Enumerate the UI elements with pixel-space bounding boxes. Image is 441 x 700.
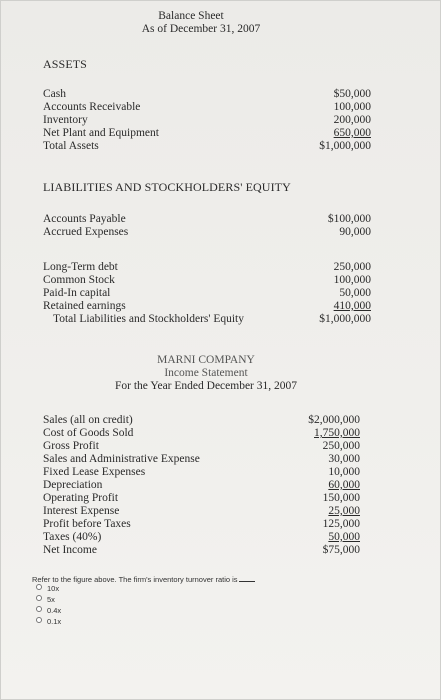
income-label: Gross Profit — [43, 440, 99, 452]
income-value: 250,000 — [322, 440, 360, 452]
net-income-value: $75,000 — [322, 544, 360, 556]
asset-value: $50,000 — [333, 88, 371, 100]
asset-label: Net Plant and Equipment — [43, 127, 159, 139]
income-label: Interest Expense — [43, 505, 120, 517]
equity-label: Paid-In capital — [43, 287, 111, 299]
income-label: Profit before Taxes — [43, 518, 131, 530]
income-value: 10,000 — [328, 466, 360, 478]
total-liabilities-label: Total Liabilities and Stockholders' Equity — [53, 313, 244, 325]
total-assets-value: $1,000,000 — [319, 140, 371, 152]
equity-label: Retained earnings — [43, 300, 126, 312]
income-value: 60,000 — [328, 479, 360, 491]
option-label: 5x — [47, 595, 55, 604]
equity-value: 50,000 — [339, 287, 371, 299]
option-label: 0.4x — [47, 606, 62, 615]
asset-label: Cash — [43, 88, 66, 100]
income-label: Cost of Goods Sold — [43, 427, 134, 439]
asset-label: Accounts Receivable — [43, 101, 141, 113]
option-label: 10x — [47, 584, 60, 593]
income-value: $2,000,000 — [308, 414, 360, 426]
radio-button[interactable] — [36, 617, 42, 623]
asset-value: 650,000 — [333, 127, 371, 139]
total-liabilities-value: $1,000,000 — [319, 313, 371, 325]
equity-label: Long-Term debt — [43, 261, 118, 273]
liability-label: Accrued Expenses — [43, 226, 129, 238]
company-name: MARNI COMPANY — [157, 354, 255, 366]
equity-value: 100,000 — [333, 274, 371, 286]
balance-sheet-title: Balance Sheet — [158, 10, 224, 22]
question-prompt: Refer to the figure above. The firm's inventory turnover ratio is — [32, 573, 255, 586]
income-statement-period: For the Year Ended December 31, 2007 — [114, 380, 298, 392]
income-label: Sales and Administrative Expense — [43, 453, 200, 465]
equity-value: 410,000 — [333, 300, 371, 312]
radio-button[interactable] — [36, 584, 42, 590]
income-value: 50,000 — [328, 531, 360, 543]
income-label: Depreciation — [43, 479, 103, 491]
income-label: Operating Profit — [43, 492, 119, 504]
asset-value: 100,000 — [333, 101, 371, 113]
liability-value: $100,000 — [327, 213, 371, 225]
income-statement-title: Income Statement — [164, 367, 248, 379]
answer-blank — [239, 575, 255, 582]
total-assets-label: Total Assets — [43, 140, 99, 152]
income-value: 125,000 — [322, 518, 360, 530]
income-value: 1,750,000 — [314, 427, 360, 439]
income-label: Taxes (40%) — [43, 531, 102, 543]
balance-sheet-date: As of December 31, 2007 — [141, 23, 261, 35]
income-value: 25,000 — [328, 505, 360, 517]
option-label: 0.1x — [47, 617, 62, 626]
income-label: Sales (all on credit) — [43, 414, 133, 426]
equity-label: Common Stock — [43, 274, 115, 286]
radio-button[interactable] — [36, 606, 42, 612]
income-label: Fixed Lease Expenses — [43, 466, 146, 478]
equity-value: 250,000 — [333, 261, 371, 273]
liability-label: Accounts Payable — [43, 213, 126, 225]
asset-label: Inventory — [43, 114, 88, 126]
liability-value: 90,000 — [339, 226, 371, 238]
assets-heading: ASSETS — [43, 57, 87, 71]
income-value: 150,000 — [322, 492, 360, 504]
liabilities-heading: LIABILITIES AND STOCKHOLDERS' EQUITY — [43, 180, 291, 194]
radio-button[interactable] — [36, 595, 42, 601]
income-value: 30,000 — [328, 453, 360, 465]
asset-value: 200,000 — [333, 114, 371, 126]
net-income-label: Net Income — [43, 544, 97, 556]
